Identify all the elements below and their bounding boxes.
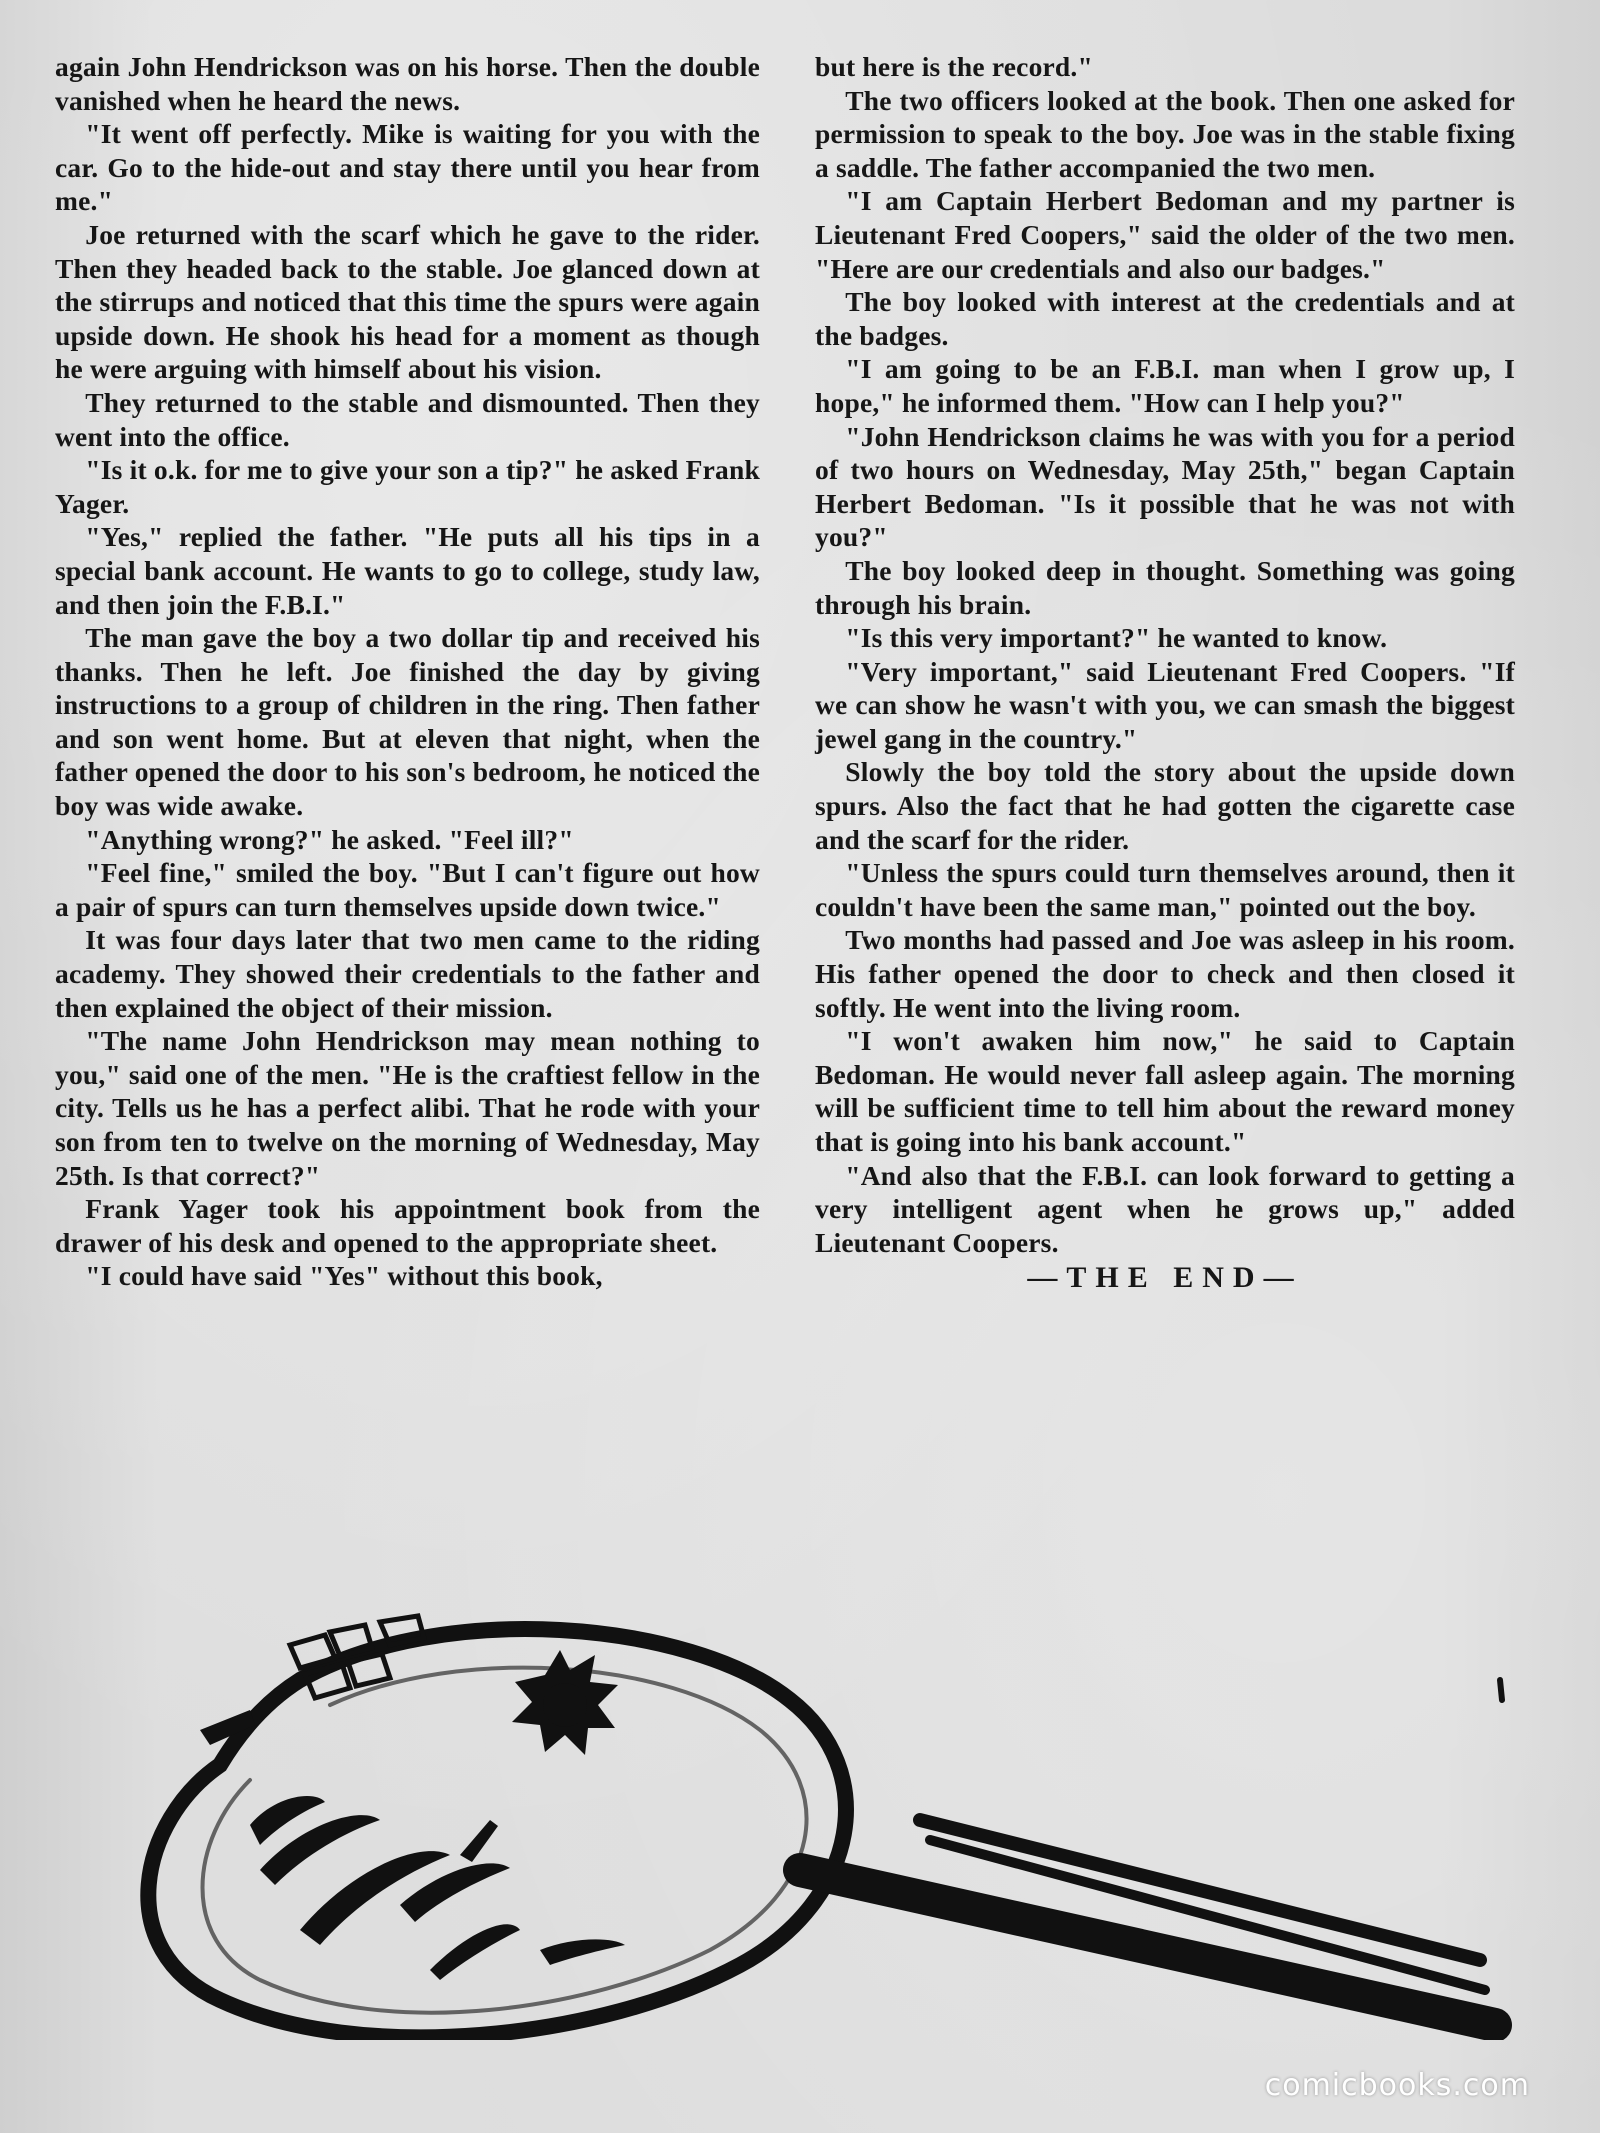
paragraph: They returned to the stable and dismounted. Then they went into the office. [55,386,760,452]
paragraph: "Feel fine," smiled the boy. "But I can't figure out how a pair of spurs can turn themselves upside down twice." [55,857,760,922]
paragraph: "I am going to be an F.B.I. man when I grow up, I hope," he informed them. "How can I help you?" [815,353,1515,418]
paragraph: "Is it o.k. for me to give your son a tip?" he asked Frank Yager. [55,454,760,519]
right-text-column [815,50,1515,1295]
paragraph: "Yes," replied the father. "He puts all his tips in a special bank account. He wants to go to college, study law, and then join the F.B.I." [55,521,760,620]
the-end-label: —THE END— [1027,1261,1303,1295]
paragraph: "John Hendrickson claims he was with you for a period of two hours on Wednesday, May 25th," began Captain Herbert Bedoman. "Is it possible that he was not with you?" [815,420,1515,553]
paragraph: The boy looked deep in thought. Something was going through his brain. [815,554,1515,620]
paragraph: "Anything wrong?" he asked. "Feel ill?" [85,823,574,855]
left-text-column [55,50,760,1293]
paragraph: "Very important," said Lieutenant Fred Coopers. "If we can show he wasn't with you, we can smash the biggest jewel gang in the country." [815,655,1515,754]
paragraph: "Unless the spurs could turn themselves around, then it couldn't have been the same man," pointed out the boy. [815,857,1515,922]
paragraph: Frank Yager took his appointment book from the drawer of his desk and opened to the appropriate sheet. [55,1193,760,1258]
paragraph: "Is this very important?" he wanted to know. [845,622,1388,654]
paragraph: Joe returned with the scarf which he gave to the rider. Then they headed back to the stable. Joe glanced down at the stirrups and noticed that this time the spurs were again upside down. He shook his head for a moment as though he were arguing with himself about his vision. [55,218,760,385]
paragraph: again John Hendrickson was on his horse. Then the double vanished when he heard the news. [55,51,760,116]
paragraph: "The name John Hendrickson may mean nothing to you," said one of the men. "He is the craftiest fellow in the city. Tells us he has a perfect alibi. That he rode with your son from ten to twelve on the morning of Wednesday, May 25th. Is that correct?" [55,1025,760,1191]
paragraph: Slowly the boy told the story about the upside down spurs. Also the fact that he had gotten the cigarette case and the scarf for the rider. [815,756,1515,855]
paragraph: "I am Captain Herbert Bedoman and my partner is Lieutenant Fred Coopers," said the older of the two men. "Here are our credentials and also our badges." [815,185,1515,284]
paragraph: "I could have said "Yes" without this book, [85,1260,603,1292]
paragraph: "And also that the F.B.I. can look forward to getting a very intelligent agent when he grows up," added Lieutenant Coopers. [815,1159,1515,1258]
paragraph: Two months had passed and Joe was asleep in his room. His father opened the door to check and then closed it softly. He went into the living room. [815,924,1515,1023]
paragraph: The boy looked with interest at the credentials and at the badges. [815,286,1515,351]
paragraph: It was four days later that two men came to the riding academy. They showed their credentials to the father and then explained the object of their mission. [55,924,760,1023]
watermark-text: comicbooks.com [1264,2068,1530,2103]
paragraph: but here is the record." [815,51,1093,82]
paragraph: "I won't awaken him now," he said to Captain Bedoman. He would never fall asleep again. The morning will be sufficient time to tell him about the reward money that is going into his bank account." [815,1025,1515,1157]
paragraph: The two officers looked at the book. Then one asked for permission to speak to the boy. Joe was in the stable fixing a saddle. The father accompanied the two men. [815,84,1515,183]
magnifying-glass-icon [100,1570,1530,2040]
paragraph: The man gave the boy a two dollar tip and received his thanks. Then he left. Joe finished the day by giving instructions to a group of children in the ring. Then father and son went home. But at eleven that night, when the father opened the door to his son's bedroom, he noticed the boy was wide awake. [55,622,760,822]
paragraph: "It went off perfectly. Mike is waiting for you with the car. Go to the hide-out and stay there until you hear from me." [55,118,760,217]
